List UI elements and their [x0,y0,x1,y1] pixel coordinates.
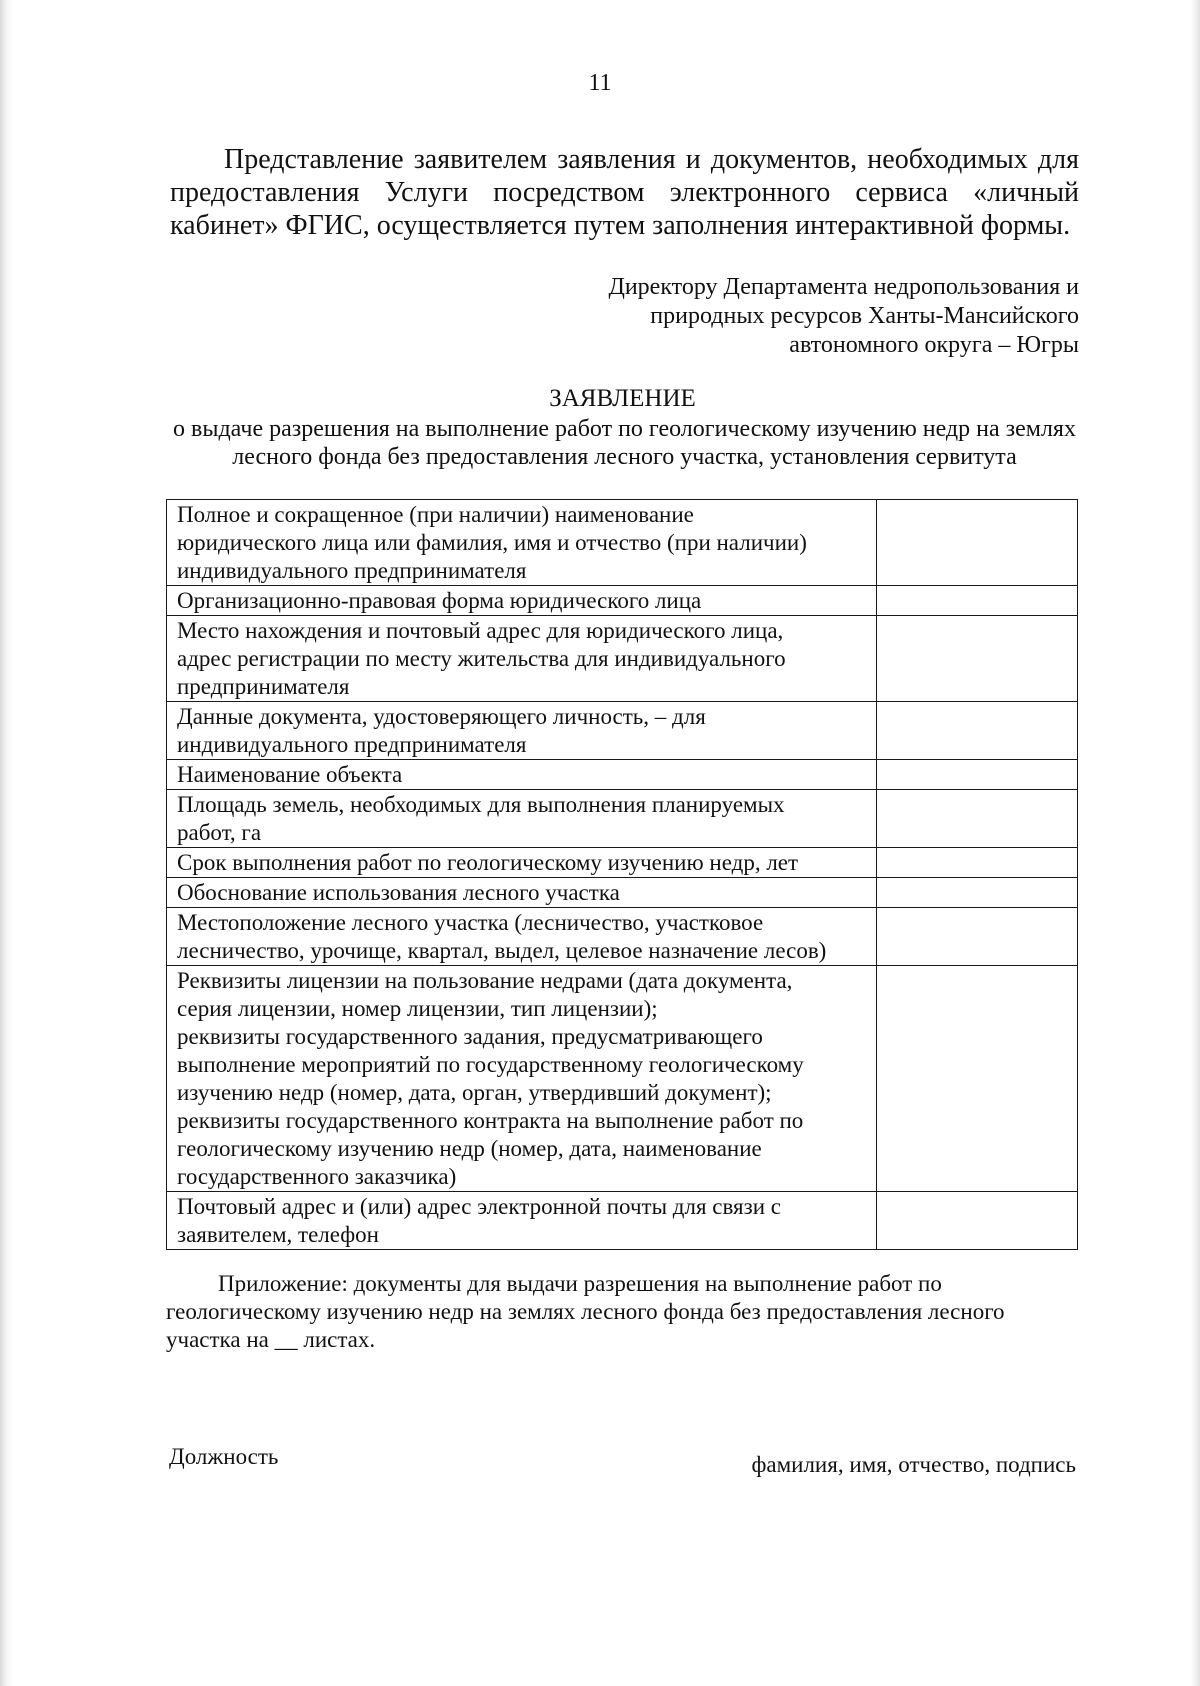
document-title: ЗАЯВЛЕНИЕ [549,385,696,412]
form-field-value[interactable] [877,1192,1078,1250]
form-row [167,848,1078,878]
form-field-label: Обоснование использования лесного участка [167,878,877,908]
form-row [167,790,1078,848]
form-field-value[interactable] [877,760,1078,790]
form-field-label: Данные документа, удостоверяющего личность, – для индивидуального предпринимателя [167,702,877,760]
form-field-label: Почтовый адрес и (или) адрес электронной почты для связи с заявителем, телефон [167,1192,877,1250]
form-row [167,586,1078,616]
form-field-label: Наименование объекта [167,760,877,790]
form-row [167,966,1078,1192]
form-row [167,702,1078,760]
form-field-value[interactable] [877,848,1078,878]
signature-name-label: фамилия, имя, отчество, подпись [751,1452,1076,1477]
form-field-label: Площадь земель, необходимых для выполнения планируемых работ, га [167,790,877,848]
signature-position-label: Должность [169,1444,279,1469]
form-field-value[interactable] [877,908,1078,966]
form-row [167,878,1078,908]
addressee-line: природных ресурсов Ханты-Мансийского [650,303,1079,329]
form-field-label: Реквизиты лицензии на пользование недрами (дата документа, серия лицензии, номер лицензии, тип лицензии); реквизиты государственного задания, предусматривающего выполнение мероприятий по государственному геологическому изучению недр (номер, дата, орган, утвердивший документ); реквизиты государственного контракта на выполнение работ по геологическому изучению недр (номер, дата, наименование государственного заказчика) [167,966,877,1192]
page-number: 11 [588,70,612,96]
intro-paragraph: Представление заявителем заявления и документов, необходимых для предоставления Услуги посредством электронного сервиса «личный кабинет» ФГИС, осуществляется путем заполнения интерактивной формы. [170,144,1079,241]
appendix-note: Приложение: документы для выдачи разрешения на выполнение работ по геологическому изучению недр на землях лесного фонда без предоставления лесного участка на __ листах. [166,1271,1005,1352]
form-field-value[interactable] [877,500,1078,586]
form-row [167,760,1078,790]
form-field-label: Полное и сокращенное (при наличии) наименование юридического лица или фамилия, имя и отчество (при наличии) индивидуального предпринимателя [167,500,877,586]
form-field-label: Местоположение лесного участка (лесничество, участковое лесничество, урочище, квартал, выдел, целевое назначение лесов) [167,908,877,966]
form-row [167,616,1078,702]
form-row [167,908,1078,966]
form-field-value[interactable] [877,966,1078,1192]
scan-edge-left [0,0,14,1686]
addressee-line: автономного округа – Югры [789,332,1079,358]
form-field-value[interactable] [877,790,1078,848]
form-field-label: Организационно-правовая форма юридического лица [167,586,877,616]
application-form-table [166,499,1078,1250]
form-row [167,500,1078,586]
form-field-value[interactable] [877,586,1078,616]
form-field-value[interactable] [877,878,1078,908]
scan-edge-right [1190,0,1200,1686]
form-field-value[interactable] [877,702,1078,760]
form-row [167,1192,1078,1250]
addressee-line: Директору Департамента недропользования и [608,274,1079,300]
form-field-label: Место нахождения и почтовый адрес для юридического лица, адрес регистрации по месту жительства для индивидуального предпринимателя [167,616,877,702]
document-subtitle: о выдаче разрешения на выполнение работ по геологическому изучению недр на землях лесного фонда без предоставления лесного участка, установления сервитута [173,416,1076,470]
addressee-block [608,273,1079,360]
form-field-value[interactable] [877,616,1078,702]
form-field-label: Срок выполнения работ по геологическому изучению недр, лет [167,848,877,878]
